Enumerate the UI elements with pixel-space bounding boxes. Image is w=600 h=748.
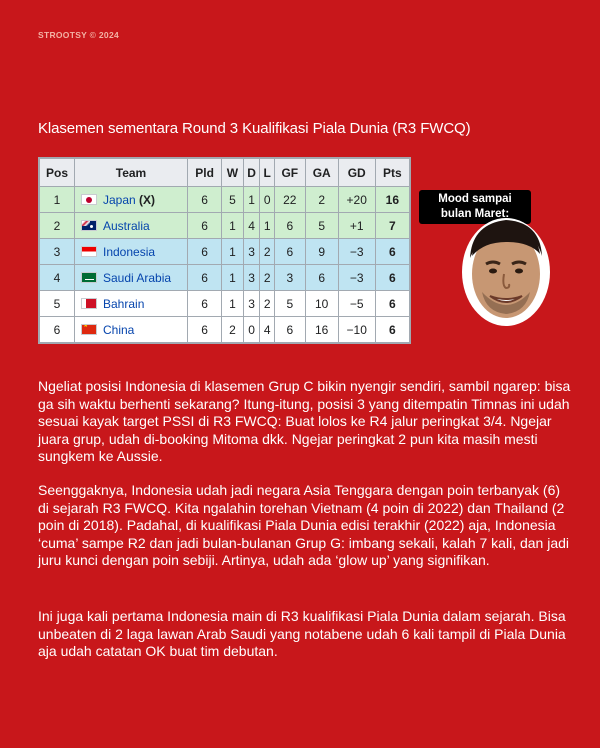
l-cell: 2: [260, 265, 275, 291]
japan-flag-icon: [81, 194, 97, 205]
saudi-arabia-flag-icon: [81, 272, 97, 283]
pts-cell: 16: [375, 187, 409, 213]
pld-cell: 6: [188, 291, 222, 317]
gf-cell: 3: [274, 265, 305, 291]
gd-cell: +20: [338, 187, 375, 213]
pos-cell: 2: [40, 213, 75, 239]
team-link[interactable]: Australia: [103, 218, 150, 233]
pos-cell: 5: [40, 291, 75, 317]
team-cell[interactable]: [75, 187, 188, 213]
d-cell: 0: [243, 317, 260, 343]
table-row: [40, 187, 410, 213]
d-cell: 3: [243, 265, 260, 291]
d-cell: 3: [243, 239, 260, 265]
gf-cell: 5: [274, 291, 305, 317]
team-cell[interactable]: [75, 239, 188, 265]
pts-cell: 6: [375, 291, 409, 317]
paragraph: Ngeliat posisi Indonesia di klasemen Grup C bikin nyengir sendiri, sambil ngarep: bisa ga sih waktu berhenti sekarang? Itung-itung, posisi 3 yang ditempatin Timnas ini udah sesuai kayak target PSSI di R3 FWCQ: Buat lolos ke R4 jalur peringkat 3/4. Ngejar juara grup, udah di-booking Mitoma dkk. Ngejar peringkat 2 pun kita masih mesti sungkem ke Aussie.: [38, 378, 571, 464]
gf-cell: 22: [274, 187, 305, 213]
gd-cell: −3: [338, 239, 375, 265]
mood-line-1: Mood sampai: [438, 193, 512, 205]
d-cell: 4: [243, 213, 260, 239]
l-cell: 0: [260, 187, 275, 213]
header-w: W: [222, 159, 243, 187]
team-link[interactable]: Indonesia: [103, 244, 156, 259]
l-cell: 2: [260, 239, 275, 265]
page-title: Klasemen sementara Round 3 Kualifikasi Piala Dunia (R3 FWCQ): [38, 120, 471, 137]
gf-cell: 6: [274, 213, 305, 239]
table-row: [40, 213, 410, 239]
team-cell[interactable]: [75, 317, 188, 343]
standings-table: [38, 157, 411, 344]
bahrain-flag-icon: [81, 298, 97, 309]
pos-cell: 4: [40, 265, 75, 291]
header-d: D: [243, 159, 260, 187]
australia-flag-icon: [81, 220, 97, 231]
indonesia-flag-icon: [81, 246, 97, 257]
team-link[interactable]: China: [103, 322, 135, 337]
ga-cell: 6: [305, 265, 338, 291]
l-cell: 2: [260, 291, 275, 317]
pts-cell: 6: [375, 239, 409, 265]
ga-cell: 9: [305, 239, 338, 265]
pld-cell: 6: [188, 239, 222, 265]
gf-cell: 6: [274, 317, 305, 343]
w-cell: 1: [222, 265, 243, 291]
team-link[interactable]: Japan: [103, 192, 136, 207]
pld-cell: 6: [188, 187, 222, 213]
pts-cell: 6: [375, 265, 409, 291]
l-cell: 1: [260, 213, 275, 239]
pos-cell: 1: [40, 187, 75, 213]
table-row: [40, 317, 410, 343]
pld-cell: 6: [188, 265, 222, 291]
header-l: L: [260, 159, 275, 187]
team-link[interactable]: Saudi Arabia: [103, 270, 172, 285]
team-cell[interactable]: [75, 265, 188, 291]
mood-line-2: bulan Maret:: [440, 208, 510, 220]
ga-cell: 5: [305, 213, 338, 239]
l-cell: 4: [260, 317, 275, 343]
table-header-row: [40, 159, 410, 187]
d-cell: 1: [243, 187, 260, 213]
w-cell: 2: [222, 317, 243, 343]
table-row: [40, 239, 410, 265]
pos-cell: 6: [40, 317, 75, 343]
ga-cell: 2: [305, 187, 338, 213]
team-link[interactable]: Bahrain: [103, 296, 145, 311]
header-pts: Pts: [375, 159, 409, 187]
gf-cell: 6: [274, 239, 305, 265]
table-row: [40, 265, 410, 291]
d-cell: 3: [243, 291, 260, 317]
w-cell: 1: [222, 239, 243, 265]
header-team: Team: [75, 159, 188, 187]
eliminated-marker: (X): [139, 192, 156, 207]
pts-cell: 6: [375, 317, 409, 343]
header-pld: Pld: [188, 159, 222, 187]
pos-cell: 3: [40, 239, 75, 265]
pts-cell: 7: [375, 213, 409, 239]
gd-cell: −10: [338, 317, 375, 343]
header-ga: GA: [305, 159, 338, 187]
header-gf: GF: [274, 159, 305, 187]
gd-cell: −5: [338, 291, 375, 317]
w-cell: 5: [222, 187, 243, 213]
ga-cell: 16: [305, 317, 338, 343]
brand-label: STROOTSY © 2024: [38, 30, 119, 40]
pld-cell: 6: [188, 317, 222, 343]
paragraph: Seenggaknya, Indonesia udah jadi negara Asia Tenggara dengan poin terbanyak (6) di sejarah R3 FWCQ. Kita ngalahin torehan Vietnam (4 poin di 2022) dan Thailand (2 poin di 2018). Padahal, di kualifikasi Piala Dunia edisi terakhir (2022) aja, Indonesia ‘cuma’ sampe R2 dan jadi bulan-bulanan Grup G: imbang sekali, kalah 7 kali, dan jadi juru kunci dengan poin sebiji. Artinya, udah ada ‘glow up’ yang signifikan.: [38, 482, 570, 568]
team-cell[interactable]: [75, 291, 188, 317]
paragraph: Ini juga kali pertama Indonesia main di R3 kualifikasi Piala Dunia dalam sejarah. Bisa unbeaten di 2 laga lawan Arab Saudi yang notabene udah 6 kali tampil di Piala Dunia aja udah catatan OK buat tim debutan.: [38, 608, 566, 659]
header-pos: Pos: [40, 159, 75, 187]
pld-cell: 6: [188, 213, 222, 239]
ga-cell: 10: [305, 291, 338, 317]
header-gd: GD: [338, 159, 375, 187]
china-flag-icon: [81, 324, 97, 335]
player-face-sticker: [460, 208, 552, 328]
w-cell: 1: [222, 291, 243, 317]
w-cell: 1: [222, 213, 243, 239]
gd-cell: +1: [338, 213, 375, 239]
table-row: [40, 291, 410, 317]
team-cell[interactable]: [75, 213, 188, 239]
gd-cell: −3: [338, 265, 375, 291]
